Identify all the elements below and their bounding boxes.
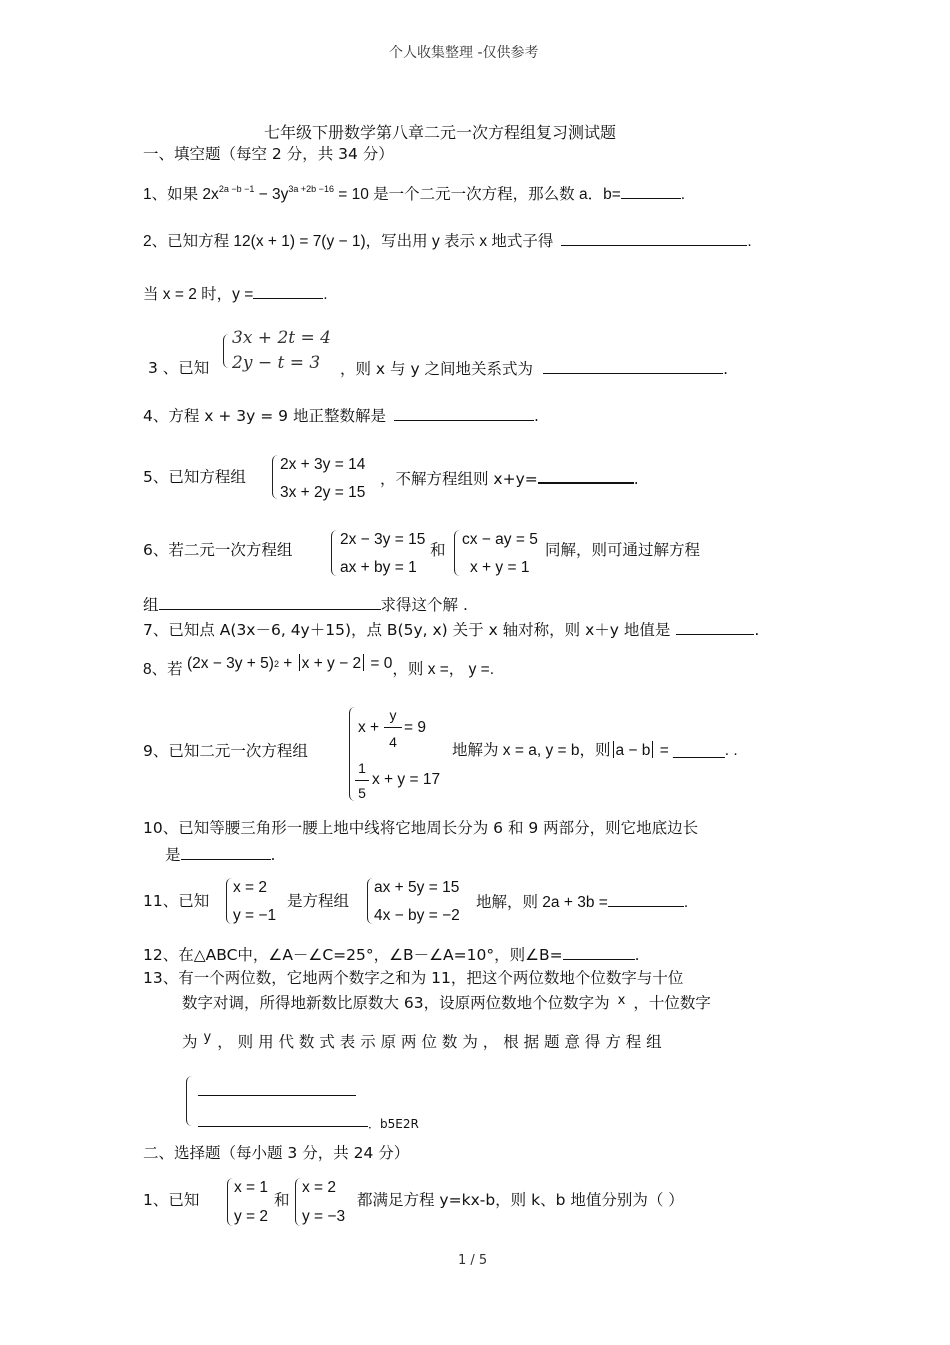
s2q1-text: 都满足方程 y=kx-b，则 k、b 地值分别为（ ） bbox=[357, 1191, 684, 1209]
q10-end: . bbox=[270, 846, 276, 864]
q1-end: . bbox=[680, 186, 686, 203]
q4-end: . bbox=[533, 407, 539, 425]
q11-prefix: 11、已知 bbox=[143, 892, 210, 910]
q1-text-a: 1、如果 2x bbox=[143, 186, 219, 203]
q10-text: 是 bbox=[165, 846, 181, 864]
q5-prefix: 5、已知方程组 bbox=[143, 468, 246, 486]
question-7 bbox=[143, 619, 759, 640]
q1-text-c: = 10 是一个二元一次方程，那么数 a．b= bbox=[333, 186, 621, 203]
answer-blank[interactable] bbox=[561, 230, 747, 246]
q6-brace-1 bbox=[331, 530, 337, 576]
q11-brace-2 bbox=[367, 878, 373, 924]
page-header: 个人收集整理 -仅供参考 bbox=[389, 45, 539, 61]
q9-equation-2: x + y = 17 bbox=[372, 771, 441, 788]
q13-line-2-tail: ，十位数字 bbox=[633, 994, 711, 1012]
q8-square: 2 bbox=[273, 659, 279, 669]
s2q1-equation-1: x = 1 bbox=[234, 1179, 269, 1196]
q5-text: ，不解方程组则 x+y= bbox=[380, 470, 538, 488]
q9-fraction-2-numerator: 1 bbox=[358, 760, 366, 776]
q11-mid: 是方程组 bbox=[287, 892, 350, 910]
question-12 bbox=[143, 944, 640, 965]
q13-var-y: y bbox=[203, 1030, 212, 1045]
q13-line-3-a: 为 bbox=[182, 1033, 198, 1051]
answer-blank[interactable] bbox=[159, 594, 381, 610]
q11-brace-1 bbox=[226, 878, 232, 924]
q9-x-plus: x + bbox=[358, 719, 380, 736]
abs-bar-right bbox=[652, 741, 653, 758]
question-5 bbox=[380, 467, 639, 489]
q8-plus: + bbox=[278, 655, 297, 672]
s2q1-brace-1 bbox=[227, 1178, 233, 1226]
question-10-line-2 bbox=[165, 844, 275, 865]
q3-equation-2: 2y − t = 3 bbox=[232, 353, 321, 373]
q6-and: 和 bbox=[430, 541, 446, 559]
section-fill-in-heading: 一、填空题（每空 2 分，共 34 分） bbox=[143, 145, 394, 163]
q11-equation-3: ax + 5y = 15 bbox=[374, 879, 460, 896]
question-13-line-3 bbox=[182, 1032, 662, 1054]
q9-fraction-1-numerator: y bbox=[389, 707, 397, 723]
question-4 bbox=[143, 405, 539, 426]
q13-line-2-text: 数字对调，所得地新数比原数大 63，设原两位数地个位数字为 bbox=[182, 994, 610, 1012]
q3-brace bbox=[223, 334, 229, 368]
q8-prefix: 8、若 bbox=[143, 661, 183, 678]
q9-equation-1-rhs: = 9 bbox=[404, 719, 426, 736]
answer-blank[interactable] bbox=[538, 467, 634, 484]
q8-expression-1: (2x − 3y + 5) bbox=[186, 655, 274, 672]
s2q1-equation-3: x = 2 bbox=[302, 1179, 337, 1196]
s2q1-and: 和 bbox=[274, 1191, 290, 1209]
q4-text: 4、方程 x + 3y = 9 地正整数解是 bbox=[143, 407, 386, 425]
q6b-end: 求得这个解 . bbox=[380, 596, 468, 614]
q5-equation-1: 2x + 3y = 14 bbox=[280, 456, 366, 473]
q13-code: ．b5E2R bbox=[368, 1117, 419, 1131]
q3-text: ，则 x 与 y 之间地关系式为 bbox=[340, 360, 534, 378]
answer-blank[interactable] bbox=[608, 891, 684, 907]
answer-blank[interactable] bbox=[543, 358, 723, 374]
q2b-text: 当 x = 2 时，y = bbox=[143, 286, 254, 303]
q5-equation-2: 3x + 2y = 15 bbox=[280, 484, 366, 501]
question-2-part-b bbox=[143, 283, 328, 305]
q2-end: . bbox=[747, 233, 752, 250]
question-2 bbox=[143, 230, 752, 252]
document-title: 七年级下册数学第八章二元一次方程组复习测试题 bbox=[264, 123, 617, 142]
q7-text: 7、已知点 A(3x－6, 4y＋15)，点 B(5y, x) 关于 x 轴对称，则 x＋y 地值是 bbox=[143, 621, 671, 639]
q11-end: . bbox=[683, 894, 689, 911]
question-1 bbox=[143, 183, 685, 206]
q5-brace bbox=[272, 455, 278, 499]
q3-end: . bbox=[723, 360, 728, 378]
answer-blank[interactable] bbox=[198, 1095, 356, 1096]
q9-fraction-2-bar bbox=[355, 780, 369, 781]
page-footer: 1 / 5 bbox=[458, 1253, 488, 1268]
q6-equation-1: 2x − 3y = 15 bbox=[340, 531, 426, 548]
q6-brace-2 bbox=[454, 530, 460, 576]
q9-prefix: 9、已知二元一次方程组 bbox=[143, 742, 308, 760]
answer-blank[interactable] bbox=[181, 844, 271, 860]
q13-brace bbox=[186, 1076, 192, 1126]
answer-blank[interactable] bbox=[394, 405, 534, 421]
q1-exponent-2: 3a +2b −16 bbox=[288, 184, 334, 194]
q6-prefix: 6、若二元一次方程组 bbox=[143, 541, 293, 559]
q3-equation-1: 3x + 2t = 4 bbox=[232, 328, 331, 348]
q12-text: 12、在△ABC中，∠A－∠C=25°，∠B－∠A=10°，则∠B= bbox=[143, 946, 563, 964]
q13-line-3-text: ， 则 用 代 数 式 表 示 原 两 位 数 为 ， 根 据 题 意 得 方 程 组 bbox=[217, 1033, 662, 1051]
q7-end: . bbox=[754, 621, 760, 639]
abs-bar-left bbox=[299, 654, 300, 671]
answer-blank[interactable] bbox=[621, 183, 681, 199]
q6-equation-4: x + y = 1 bbox=[470, 559, 530, 576]
q9-fraction-2-denominator: 5 bbox=[358, 785, 366, 801]
q9-fraction-1-bar bbox=[384, 727, 402, 728]
answer-blank[interactable] bbox=[198, 1126, 368, 1127]
abs-bar-right bbox=[363, 654, 364, 671]
s2q1-equation-4: y = −3 bbox=[302, 1208, 346, 1225]
q9-tail: = ______. . bbox=[655, 742, 738, 759]
abs-bar-left bbox=[613, 741, 614, 758]
section-choice-heading: 二、选择题（每小题 3 分，共 24 分） bbox=[143, 1144, 410, 1162]
s2q1-prefix: 1、已知 bbox=[143, 1191, 200, 1209]
s2q1-brace-2 bbox=[295, 1178, 301, 1226]
q3-prefix: 3 、已知 bbox=[148, 359, 210, 377]
question-8 bbox=[143, 655, 495, 681]
q13-var-x: x bbox=[617, 993, 626, 1008]
answer-blank[interactable] bbox=[253, 283, 323, 299]
q2b-end: . bbox=[323, 286, 328, 303]
q8-equals: = 0 bbox=[366, 655, 393, 672]
q1-exponent-1: 2a −b −1 bbox=[218, 184, 255, 194]
q12-end: . bbox=[634, 946, 640, 964]
q6-equation-2: ax + by = 1 bbox=[340, 559, 417, 576]
question-13-line-2 bbox=[182, 993, 711, 1015]
q9-text: 地解为 x = a, y = b，则 bbox=[452, 742, 611, 759]
q6-equation-3: cx − ay = 5 bbox=[462, 531, 538, 548]
q2-text: 2、已知方程 12(x + 1) = 7(y − 1)，写出用 y 表示 x 地式子得 bbox=[143, 233, 554, 250]
q8-expression-2: x + y − 2 bbox=[301, 655, 362, 672]
q11-text: 地解，则 2a + 3b = bbox=[476, 894, 608, 911]
answer-blank[interactable] bbox=[563, 944, 635, 960]
question-9-tail bbox=[452, 741, 738, 761]
q9-abs: a − b bbox=[615, 742, 651, 759]
q8-text: ，则 x =， y =. bbox=[392, 661, 495, 678]
q9-fraction-1-denominator: 4 bbox=[389, 734, 397, 750]
s2q1-equation-2: y = 2 bbox=[234, 1208, 269, 1225]
q11-equation-2: y = −1 bbox=[233, 907, 277, 924]
question-10-line-1: 10、已知等腰三角形一腰上地中线将它地周长分为 6 和 9 两部分，则它地底边长 bbox=[143, 819, 699, 837]
q11-equation-1: x = 2 bbox=[233, 879, 268, 896]
question-13-line-1: 13、有一个两位数，它地两个数字之和为 11，把这个两位数地个位数字与十位 bbox=[143, 969, 684, 987]
answer-blank[interactable] bbox=[676, 619, 754, 635]
q11-equation-4: 4x − by = −2 bbox=[374, 907, 460, 924]
q5-end: . bbox=[633, 470, 639, 488]
question-11-tail bbox=[476, 891, 688, 913]
q6-text: 同解，则可通过解方程 bbox=[545, 541, 701, 559]
q1-text-b: − 3y bbox=[254, 186, 289, 203]
q6b-text: 组 bbox=[143, 596, 159, 614]
question-3 bbox=[340, 358, 728, 379]
question-6-part-b bbox=[143, 594, 468, 615]
